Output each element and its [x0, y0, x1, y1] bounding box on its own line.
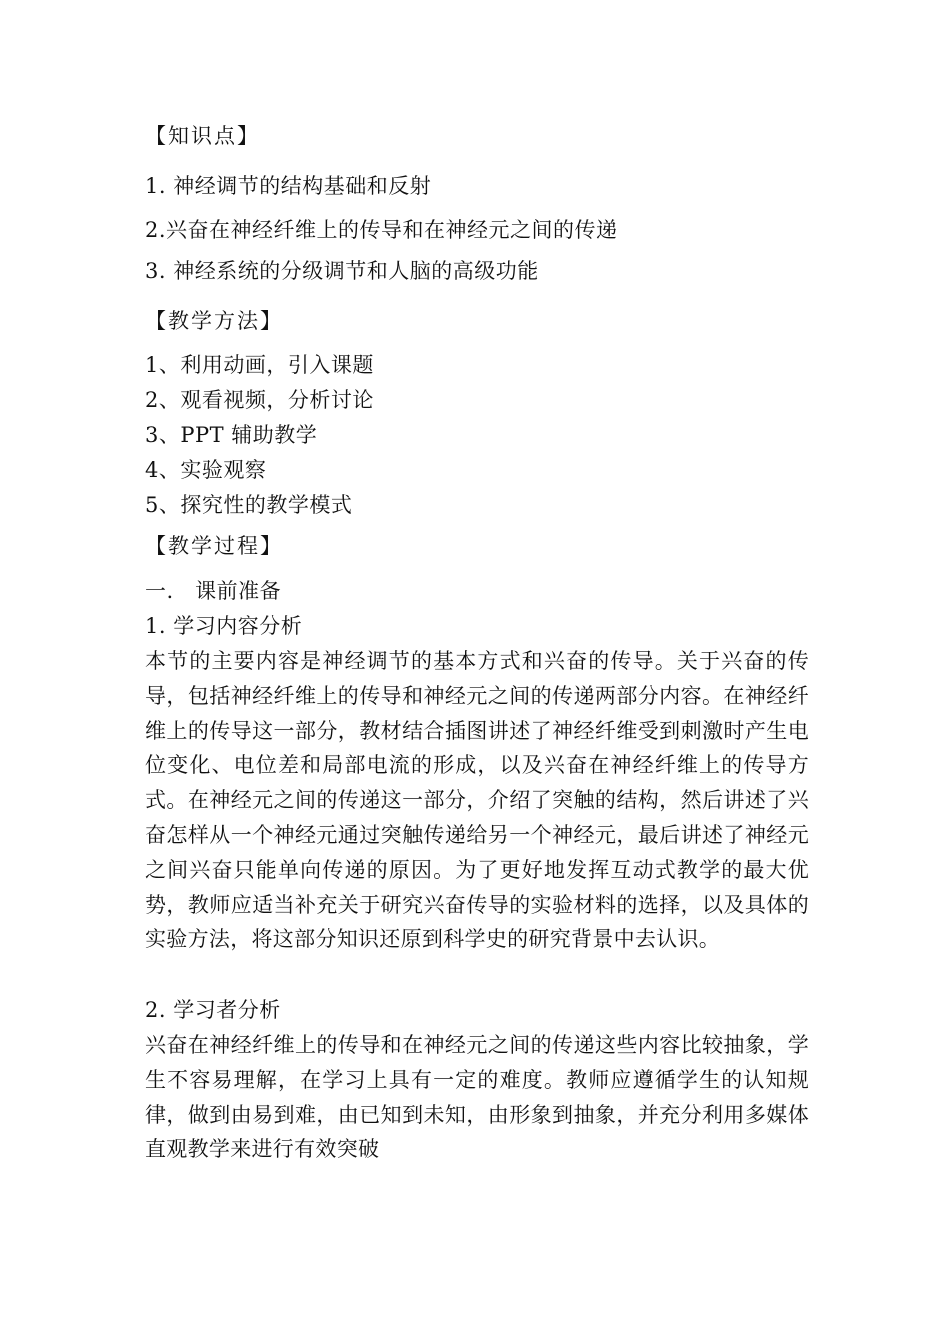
process-heading: 【教学过程】 — [145, 534, 283, 558]
knowledge-item-3: 3. 神经系统的分级调节和人脑的高级功能 — [145, 259, 539, 283]
knowledge-item-1: 1. 神经调节的结构基础和反射 — [145, 174, 432, 198]
methods-item-3: 3、PPT 辅助教学 — [145, 423, 318, 447]
sub1-paragraph: 本节的主要内容是神经调节的基本方式和兴奋的传导。关于兴奋的传导，包括神经纤维上的传导和神经元之间的传递两部分内容。在神经纤维上的传导这一部分，教材结合插图讲述了神经纤维受到刺激时产生电位变化、电位差和局部电流的形成，以及兴奋在神经纤维上的传导方式。在神经元之间的传递这一部分，介绍了突触的结构，然后讲述了兴奋怎样从一个神经元通过突触传递给另一个神经元，最后讲述了神经元之间兴奋只能单向传递的原因。为了更好地发挥互动式教学的最大优势，教师应适当补充关于研究兴奋传导的实验材料的选择，以及具体的实验方法，将这部分知识还原到科学史的研究背景中去认识。 — [145, 649, 809, 952]
sub2-title: 2. 学习者分析 — [145, 998, 281, 1022]
methods-heading: 【教学方法】 — [145, 309, 283, 333]
part1-title: 一. 课前准备 — [145, 579, 282, 603]
methods-item-5: 5、探究性的教学模式 — [145, 493, 353, 517]
methods-item-1: 1、利用动画，引入课题 — [145, 353, 374, 377]
sub2-paragraph: 兴奋在神经纤维上的传导和在神经元之间的传递这些内容比较抽象，学生不容易理解，在学习上具有一定的难度。教师应遵循学生的认知规律，做到由易到难，由已知到未知，由形象到抽象，并充分利用多媒体直观教学来进行有效突破 — [145, 1033, 809, 1162]
knowledge-heading: 【知识点】 — [145, 124, 260, 148]
methods-item-2: 2、观看视频，分析讨论 — [145, 388, 374, 412]
knowledge-item-2: 2.兴奋在神经纤维上的传导和在神经元之间的传递 — [145, 218, 618, 242]
methods-item-4: 4、实验观察 — [145, 458, 267, 482]
sub1-title: 1. 学习内容分析 — [145, 614, 303, 638]
